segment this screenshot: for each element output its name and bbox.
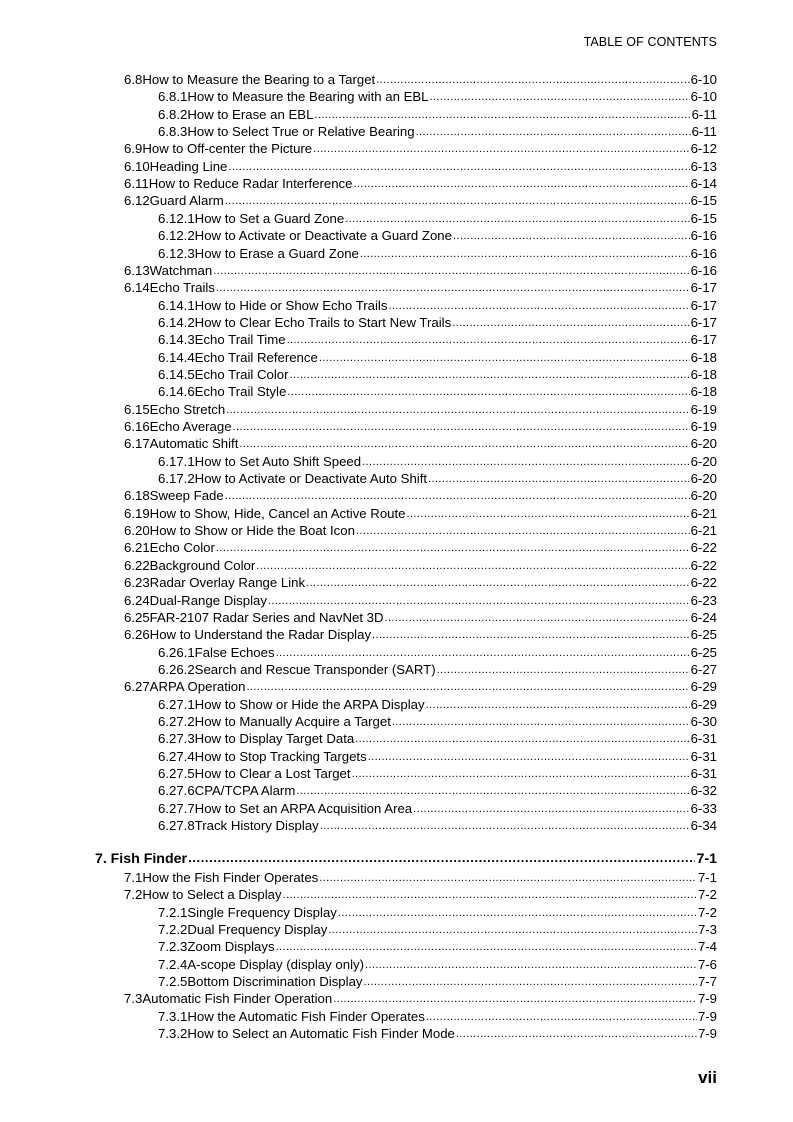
toc-entry[interactable] xyxy=(124,626,717,643)
toc-entry[interactable] xyxy=(158,938,717,955)
dot-leader xyxy=(364,972,697,991)
toc-entry-number: 6.27.7 xyxy=(158,800,195,816)
dot-leader xyxy=(416,122,691,141)
toc-entry-page: 6-20 xyxy=(690,471,717,487)
toc-entry-page: 6-30 xyxy=(690,713,717,729)
dot-leader xyxy=(306,573,690,592)
dot-leader xyxy=(355,729,689,748)
toc-entry-number: 6.12 xyxy=(124,193,150,209)
toc-entry[interactable] xyxy=(124,401,717,418)
toc-entry-page: 6-34 xyxy=(690,818,717,834)
dot-leader xyxy=(287,382,689,401)
toc-entry-title: How to Reduce Radar Interference xyxy=(148,176,353,192)
toc-entry-number: 6.19 xyxy=(124,505,150,521)
toc-entry-number: 6.11 xyxy=(124,176,149,192)
toc-entry[interactable] xyxy=(124,557,717,574)
toc-entry-number: 6.21 xyxy=(124,540,150,556)
toc-entry-title: How to Show or Hide the ARPA Display xyxy=(194,696,425,712)
dot-leader xyxy=(392,712,690,731)
toc-entry-number: 6.10 xyxy=(124,158,150,174)
toc-entry-title: How to Show or Hide the Boat Icon xyxy=(149,523,355,539)
toc-entry-page: 6-18 xyxy=(690,349,717,365)
toc-entry-number: 6.14.4 xyxy=(158,349,195,365)
running-header: TABLE OF CONTENTS xyxy=(583,35,717,49)
toc-entry-page: 7-4 xyxy=(697,939,717,955)
toc-entry-title: How to Measure the Bearing with an EBL xyxy=(187,89,429,105)
toc-entry-title: Background Color xyxy=(149,557,256,573)
toc-entry-title: How to Select True or Relative Bearing xyxy=(187,124,415,140)
toc-entry[interactable] xyxy=(158,106,717,123)
toc-entry-page: 7-6 xyxy=(697,956,717,972)
toc-entry-number: 7.2.2 xyxy=(158,921,188,937)
toc-entry-number: 6.24 xyxy=(124,592,150,608)
toc-entry-title: How to Measure the Bearing to a Target xyxy=(142,72,376,87)
dot-leader xyxy=(338,903,697,922)
toc-entry[interactable] xyxy=(158,227,717,244)
toc-entry-title: How to Display Target Data xyxy=(194,731,355,747)
toc-entry[interactable] xyxy=(124,418,717,435)
dot-leader xyxy=(426,695,690,714)
page-number: vii xyxy=(698,1068,717,1087)
toc-entry-number: 6.12.2 xyxy=(158,228,195,244)
toc-entry[interactable] xyxy=(158,331,717,348)
toc-entry[interactable] xyxy=(158,904,717,921)
toc-entry-page: 6-20 xyxy=(690,436,717,452)
toc-entry-number: 7.2.5 xyxy=(158,974,188,989)
toc-entry-page: 6-16 xyxy=(690,228,717,244)
toc-entry-title: Automatic Shift xyxy=(149,436,239,452)
toc-entry-page: 6-27 xyxy=(690,661,717,677)
toc-entry[interactable] xyxy=(158,366,717,383)
toc-entry[interactable] xyxy=(124,678,717,695)
toc-entry-page: 7-9 xyxy=(697,1026,717,1042)
toc-entry[interactable] xyxy=(158,383,717,400)
toc-entry-title: Single Frequency Display xyxy=(187,904,337,920)
dot-leader xyxy=(319,348,690,367)
toc-entry-page: 6-31 xyxy=(690,731,717,747)
toc-entry-number: 6.14.3 xyxy=(158,332,195,348)
dot-leader xyxy=(268,591,690,610)
toc-entry-title: Echo Stretch xyxy=(149,401,226,417)
toc-entry-page: 6-18 xyxy=(690,384,717,400)
toc-entry[interactable] xyxy=(124,192,717,209)
toc-entry-number: 6.27.6 xyxy=(158,783,195,799)
toc-entry[interactable] xyxy=(158,921,717,938)
toc-entry-page: 7-2 xyxy=(697,887,717,903)
toc-entry[interactable] xyxy=(124,505,717,522)
toc-entry-page: 6-17 xyxy=(690,314,717,330)
toc-entry-page: 6-12 xyxy=(690,141,717,157)
toc-entry-number: 7. xyxy=(95,851,107,868)
toc-entry-page: 7-1 xyxy=(697,869,717,885)
toc-entry[interactable] xyxy=(158,245,717,262)
dot-leader xyxy=(319,868,697,887)
dot-leader xyxy=(276,937,697,956)
toc-entry-page: 6-20 xyxy=(690,488,717,504)
toc-entry[interactable] xyxy=(158,730,717,747)
toc-entry-page: 6-15 xyxy=(690,210,717,226)
toc-entry-page: 6-24 xyxy=(690,609,717,625)
toc-entry[interactable] xyxy=(158,453,717,470)
toc-entry[interactable] xyxy=(158,314,717,331)
toc-entry-number: 6.27.3 xyxy=(158,731,195,747)
toc-entry-title: Search and Rescue Transponder (SART) xyxy=(194,661,436,677)
toc-entry-number: 6.17.1 xyxy=(158,453,195,469)
toc-entry[interactable] xyxy=(124,158,717,175)
toc-entry-number: 7.2.1 xyxy=(158,904,188,920)
toc-entry[interactable] xyxy=(158,123,717,140)
toc-entry[interactable] xyxy=(158,297,717,314)
toc-entry-title: Watchman xyxy=(149,262,213,278)
toc-entry-title: How to Stop Tracking Targets xyxy=(194,748,367,764)
dot-leader xyxy=(452,313,689,332)
toc-entry[interactable] xyxy=(124,886,717,903)
toc-entry-title: Echo Trails xyxy=(149,280,215,296)
toc-entry-title: Heading Line xyxy=(149,158,228,174)
toc-entry-title: Echo Trail Color xyxy=(194,366,289,382)
toc-entry-number: 7.3.2 xyxy=(158,1026,188,1042)
dot-leader xyxy=(376,70,689,89)
dot-leader xyxy=(233,417,690,436)
toc-entry-title: Echo Color xyxy=(149,540,215,556)
toc-entry-page: 7-7 xyxy=(697,974,717,989)
toc-entry-number: 6.23 xyxy=(124,575,150,591)
toc-entry-page: 6-11 xyxy=(691,106,717,122)
toc-entry-number: 6.27.4 xyxy=(158,748,195,764)
dot-leader xyxy=(413,799,689,818)
toc-entry-title: How to Erase an EBL xyxy=(187,106,314,122)
toc-entry[interactable] xyxy=(124,487,717,504)
toc-entry[interactable] xyxy=(158,748,717,765)
dot-leader xyxy=(385,608,690,627)
toc-entry-title: Echo Average xyxy=(149,419,232,434)
toc-entry-number: 7.1 xyxy=(124,869,143,885)
toc-entry[interactable] xyxy=(158,88,717,105)
dot-leader xyxy=(246,677,689,696)
toc-entry-number: 6.13 xyxy=(124,262,150,278)
toc-entry-title: Zoom Displays xyxy=(187,939,275,955)
toc-entry-number: 7.2.3 xyxy=(158,939,188,955)
toc-entry-page: 6-19 xyxy=(690,401,717,417)
toc-entry-number: 6.17.2 xyxy=(158,471,195,487)
dot-leader xyxy=(345,209,689,228)
dot-leader xyxy=(430,87,690,106)
toc-entry-number: 6.14.2 xyxy=(158,314,195,330)
toc-entry[interactable] xyxy=(124,609,717,626)
toc-entry-title: How to Hide or Show Echo Trails xyxy=(194,297,388,313)
dot-leader xyxy=(368,747,690,766)
toc-entry-page: 6-31 xyxy=(690,766,717,781)
dot-leader xyxy=(428,469,690,488)
toc-entry[interactable] xyxy=(124,262,717,279)
toc-entry-page: 6-19 xyxy=(690,419,717,434)
toc-entry-title: Dual Frequency Display xyxy=(187,921,328,937)
toc-entry-page: 6-20 xyxy=(690,453,717,469)
toc-entry-title: Track History Display xyxy=(194,818,319,834)
toc-entry-page: 6-18 xyxy=(690,366,717,382)
dot-leader xyxy=(225,486,690,505)
toc-entry-title: ARPA Operation xyxy=(149,679,246,695)
dot-leader xyxy=(287,330,690,349)
toc-entry-page: 6-31 xyxy=(690,748,717,764)
toc-entry-title: How to Manually Acquire a Target xyxy=(194,713,391,729)
toc-entry-page: 7-9 xyxy=(697,1008,717,1024)
toc-entry[interactable] xyxy=(95,850,717,867)
dot-leader xyxy=(296,781,689,800)
toc-entry-number: 6.17 xyxy=(124,436,150,452)
toc-entry-title: Fish Finder xyxy=(110,851,188,868)
toc-entry-page: 7-9 xyxy=(697,991,717,1007)
toc-entry[interactable] xyxy=(124,279,717,296)
toc-entry-number: 6.15 xyxy=(124,401,150,417)
dot-leader xyxy=(225,191,690,210)
toc-entry[interactable] xyxy=(158,1025,717,1042)
toc-entry[interactable] xyxy=(158,800,717,817)
dot-leader xyxy=(453,226,690,245)
toc-entry-number: 6.8 xyxy=(124,72,143,87)
toc-entry[interactable] xyxy=(124,990,717,1007)
toc-entry[interactable] xyxy=(158,973,717,990)
toc-entry-title: How to Select a Display xyxy=(142,887,282,903)
toc-entry-title: How to Show, Hide, Cancel an Active Route xyxy=(149,505,406,521)
toc-entry-page: 6-17 xyxy=(690,280,717,296)
toc-entry-number: 6.20 xyxy=(124,523,150,539)
dot-leader xyxy=(328,920,697,939)
toc-entry-page: 6-22 xyxy=(690,575,717,591)
dot-leader xyxy=(226,400,689,419)
toc-entry-page: 6-10 xyxy=(690,89,717,105)
dot-leader xyxy=(333,989,697,1008)
toc-entry-page: 6-16 xyxy=(690,262,717,278)
toc-entry-title: Echo Trail Style xyxy=(194,384,287,400)
toc-entry[interactable] xyxy=(158,696,717,713)
toc-entry-number: 6.14 xyxy=(124,280,150,296)
toc-entry-title: How to Set a Guard Zone xyxy=(194,210,345,226)
toc-entry-number: 6.18 xyxy=(124,488,150,504)
toc-entry-page: 6-25 xyxy=(690,644,717,660)
toc-entry-number: 6.27.1 xyxy=(158,696,195,712)
toc-entry-page: 6-29 xyxy=(690,696,717,712)
toc-entry-title: False Echoes xyxy=(194,644,275,660)
toc-entry-title: FAR-2107 Radar Series and NavNet 3D xyxy=(149,609,384,625)
toc-entry-page: 6-32 xyxy=(690,783,717,799)
toc-entry-number: 6.26.2 xyxy=(158,661,195,677)
toc-entry-number: 7.2 xyxy=(124,887,143,903)
toc-entry-number: 6.8.3 xyxy=(158,124,188,140)
toc-entry[interactable] xyxy=(158,470,717,487)
dot-leader xyxy=(407,504,690,523)
toc-entry[interactable] xyxy=(124,592,717,609)
toc-entry-number: 6.27.2 xyxy=(158,713,195,729)
toc-entry-number: 6.27 xyxy=(124,679,150,695)
toc-entry-number: 6.12.3 xyxy=(158,245,195,261)
toc-entry-page: 6-21 xyxy=(690,523,717,539)
toc-entry-title: How to Activate or Deactivate a Guard Zone xyxy=(194,228,452,244)
toc-entry-page: 6-13 xyxy=(690,158,717,174)
toc-entry-title: Dual-Range Display xyxy=(149,592,267,608)
toc-entry-page: 6-17 xyxy=(690,332,717,348)
dot-leader xyxy=(216,278,690,297)
toc-entry[interactable] xyxy=(158,956,717,973)
dot-leader xyxy=(313,139,689,158)
dot-leader xyxy=(456,1024,697,1043)
toc-entry[interactable] xyxy=(158,644,717,661)
toc-entry[interactable] xyxy=(124,869,717,886)
dot-leader xyxy=(228,157,689,176)
dot-leader xyxy=(362,452,690,471)
toc-entry-number: 6.12.1 xyxy=(158,210,195,226)
toc-entry-number: 6.16 xyxy=(124,419,150,434)
toc-entry[interactable] xyxy=(158,349,717,366)
toc-entry-page: 6-15 xyxy=(690,193,717,209)
toc-entry-page: 6-17 xyxy=(690,297,717,313)
toc-entry-title: How to Understand the Radar Display xyxy=(149,627,372,643)
toc-entry-number: 7.2.4 xyxy=(158,956,188,972)
toc-entry-title: How to Select an Automatic Fish Finder Mode xyxy=(187,1026,455,1042)
toc-entry-title: A-scope Display (display only) xyxy=(187,956,364,972)
toc-entry[interactable] xyxy=(158,765,717,782)
toc-entry[interactable] xyxy=(158,210,717,227)
toc-entry-page: 6-10 xyxy=(690,72,717,87)
toc-entry-title: How to Activate or Deactivate Auto Shift xyxy=(194,471,428,487)
toc-entry-title: How the Fish Finder Operates xyxy=(142,869,319,885)
toc-entry-title: Guard Alarm xyxy=(149,193,224,209)
toc-entry-title: Echo Trail Reference xyxy=(194,349,318,365)
toc-entry-page: 7-1 xyxy=(696,851,717,868)
toc-entry-title: How to Set an ARPA Acquisition Area xyxy=(194,800,413,816)
toc-entry-number: 6.22 xyxy=(124,557,150,573)
toc-entry[interactable] xyxy=(124,435,717,452)
toc-entry[interactable] xyxy=(158,713,717,730)
dot-leader xyxy=(213,261,689,280)
dot-leader xyxy=(283,885,697,904)
dot-leader xyxy=(356,521,690,540)
toc-entry-page: 6-11 xyxy=(691,124,717,140)
toc-entry-title: How to Clear a Lost Target xyxy=(194,766,351,781)
toc-entry-number: 6.26.1 xyxy=(158,644,195,660)
dot-leader xyxy=(365,955,697,974)
toc-entry[interactable] xyxy=(124,539,717,556)
toc-entry-title: Bottom Discrimination Display xyxy=(187,974,363,989)
toc-entry-title: How the Automatic Fish Finder Operates xyxy=(187,1008,425,1024)
dot-leader xyxy=(372,625,690,644)
dot-leader xyxy=(437,660,690,679)
toc-entry-page: 7-2 xyxy=(697,904,717,920)
toc-entry-page: 6-14 xyxy=(690,176,717,192)
toc-entry-number: 6.14.6 xyxy=(158,384,195,400)
dot-leader xyxy=(360,244,690,263)
toc-entry-page: 6-22 xyxy=(690,557,717,573)
toc-entry[interactable] xyxy=(158,782,717,799)
toc-entry[interactable] xyxy=(124,522,717,539)
dot-leader xyxy=(388,296,689,315)
dot-leader xyxy=(352,764,690,783)
toc-entry-number: 6.26 xyxy=(124,627,150,643)
toc-entry-number: 6.9 xyxy=(124,141,143,157)
toc-entry-title: Radar Overlay Range Link xyxy=(149,575,306,591)
toc-entry[interactable] xyxy=(124,71,717,88)
toc-entry[interactable] xyxy=(124,574,717,591)
toc-entry-page: 6-23 xyxy=(690,592,717,608)
toc-entry-page: 6-25 xyxy=(690,627,717,643)
toc-entry-page: 6-29 xyxy=(690,679,717,695)
toc-entry[interactable] xyxy=(124,175,717,192)
toc-entry-number: 6.14.5 xyxy=(158,366,195,382)
toc-entry[interactable] xyxy=(124,140,717,157)
toc-entry-title: How to Erase a Guard Zone xyxy=(194,245,359,261)
toc-entry-number: 6.25 xyxy=(124,609,150,625)
dot-leader xyxy=(216,538,690,557)
toc-entry-title: How to Clear Echo Trails to Start New Trails xyxy=(194,314,452,330)
toc-entry-title: Sweep Fade xyxy=(149,488,224,504)
toc-entry-number: 6.14.1 xyxy=(158,297,195,313)
toc-entry[interactable] xyxy=(158,817,717,834)
dot-leader xyxy=(314,105,690,124)
toc-entry[interactable] xyxy=(158,1008,717,1025)
toc-entry-number: 6.8.1 xyxy=(158,89,188,105)
toc-entry-number: 6.8.2 xyxy=(158,106,188,122)
toc-entry-title: How to Off-center the Picture xyxy=(142,141,313,157)
dot-leader xyxy=(426,1007,697,1026)
toc-entry-title: How to Set Auto Shift Speed xyxy=(194,453,362,469)
toc-entry-page: 6-33 xyxy=(690,800,717,816)
toc-entry[interactable] xyxy=(158,661,717,678)
toc-entry-number: 6.27.5 xyxy=(158,766,195,781)
toc-entry-title: Automatic Fish Finder Operation xyxy=(142,991,333,1007)
dot-leader xyxy=(256,556,689,575)
toc-entry-number: 7.3 xyxy=(124,991,143,1007)
toc-entry-page: 6-22 xyxy=(690,540,717,556)
toc-entry-page: 6-21 xyxy=(690,505,717,521)
toc-entry-page: 6-16 xyxy=(690,245,717,261)
dot-leader xyxy=(289,365,689,384)
toc-entry-title: Echo Trail Time xyxy=(194,332,286,348)
toc-entry-number: 7.3.1 xyxy=(158,1008,188,1024)
dot-leader xyxy=(276,643,690,662)
dot-leader xyxy=(188,849,695,867)
dot-leader xyxy=(320,816,690,835)
dot-leader xyxy=(239,434,689,453)
toc-entry-title: CPA/TCPA Alarm xyxy=(194,783,296,799)
toc-entry-page: 7-3 xyxy=(697,921,717,937)
toc-entry-number: 6.27.8 xyxy=(158,818,195,834)
dot-leader xyxy=(353,174,689,193)
